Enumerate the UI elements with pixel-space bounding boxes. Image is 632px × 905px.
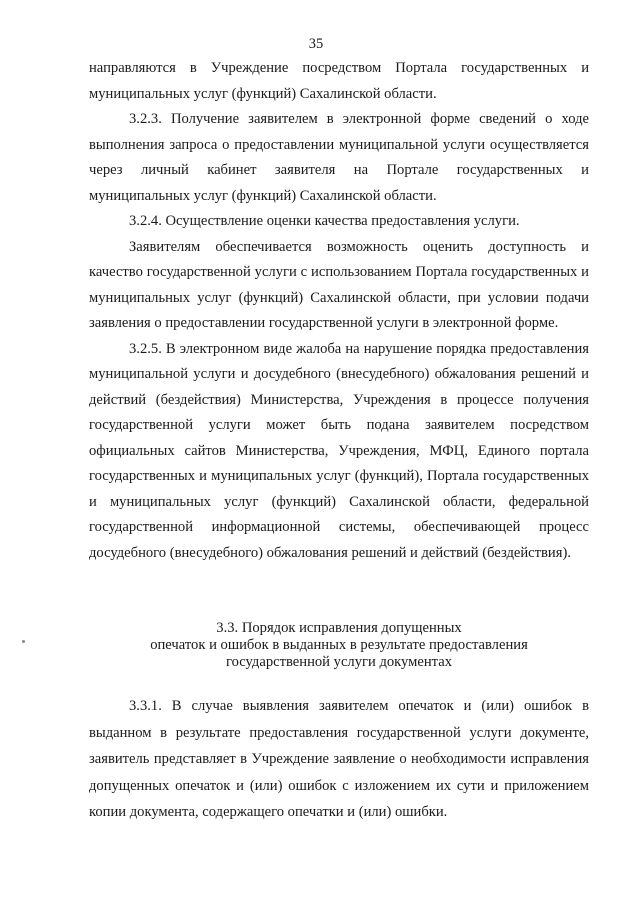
paragraph-3-2-5: 3.2.5. В электронном виде жалоба на нарушение порядка предоставления муниципальной услуги и досудебного (внесудебного) обжалования решений и действий (бездействия) Министерства, Учреждения в процессе получения государственной услуги может быть подана заявителем посредством официальных сайтов Министерства, Учреждения, МФЦ, Единого портала государственных и муниципальных услуг (функций), Портала государственных и муниципальных услуг (функций) Сахалинской области, федеральной государственной информационной системы, обеспечивающей процесс досудебного (внесудебного) обжалования решений и действий (бездействия).	[89, 340, 589, 561]
page-number: 35	[308, 36, 324, 52]
section-heading-line: опечаток и ошибок в выданных в результате предоставления	[150, 637, 528, 653]
paragraph-quality-assessment: Заявителям обеспечивается возможность оценить доступность и качество государственной услуги с использованием Портала государственных и муниципальных услуг (функций) Сахалинской области, при условии подачи заявления о предоставлении государственной услуги в электронной форме.	[89, 238, 589, 331]
paragraph-3-3-1: 3.3.1. В случае выявления заявителем опечаток и (или) ошибок в выданном в результате предоставления государственной услуги документе, заявитель представляет в Учреждение заявление о необходимости исправления допущенных опечаток и (или) ошибок с изложением их сути и приложением копии документа, содержащего опечатки и (или) ошибки.	[89, 698, 589, 820]
document-body	[89, 56, 589, 566]
section-heading-line: государственной услуги документах	[225, 654, 453, 670]
scan-speck	[22, 640, 25, 643]
paragraph-3-2-4: 3.2.4. Осуществление оценки качества предоставления услуги.	[129, 213, 520, 229]
paragraph-3-2-3: 3.2.3. Получение заявителем в электронной форме сведений о ходе выполнения запроса о предоставлении муниципальной услуги осуществляется через личный кабинет заявителя на Портале государственных и муниципальных услуг (функций) Сахалинской области.	[89, 111, 589, 204]
paragraph-continuation: направляются в Учреждение посредством Портала государственных и муниципальных услуг (функций) Сахалинской области.	[89, 60, 589, 102]
section-heading-line: 3.3. Порядок исправления допущенных	[216, 620, 462, 636]
document-body-section-3-3	[89, 693, 589, 826]
section-heading-3-3	[89, 620, 589, 671]
